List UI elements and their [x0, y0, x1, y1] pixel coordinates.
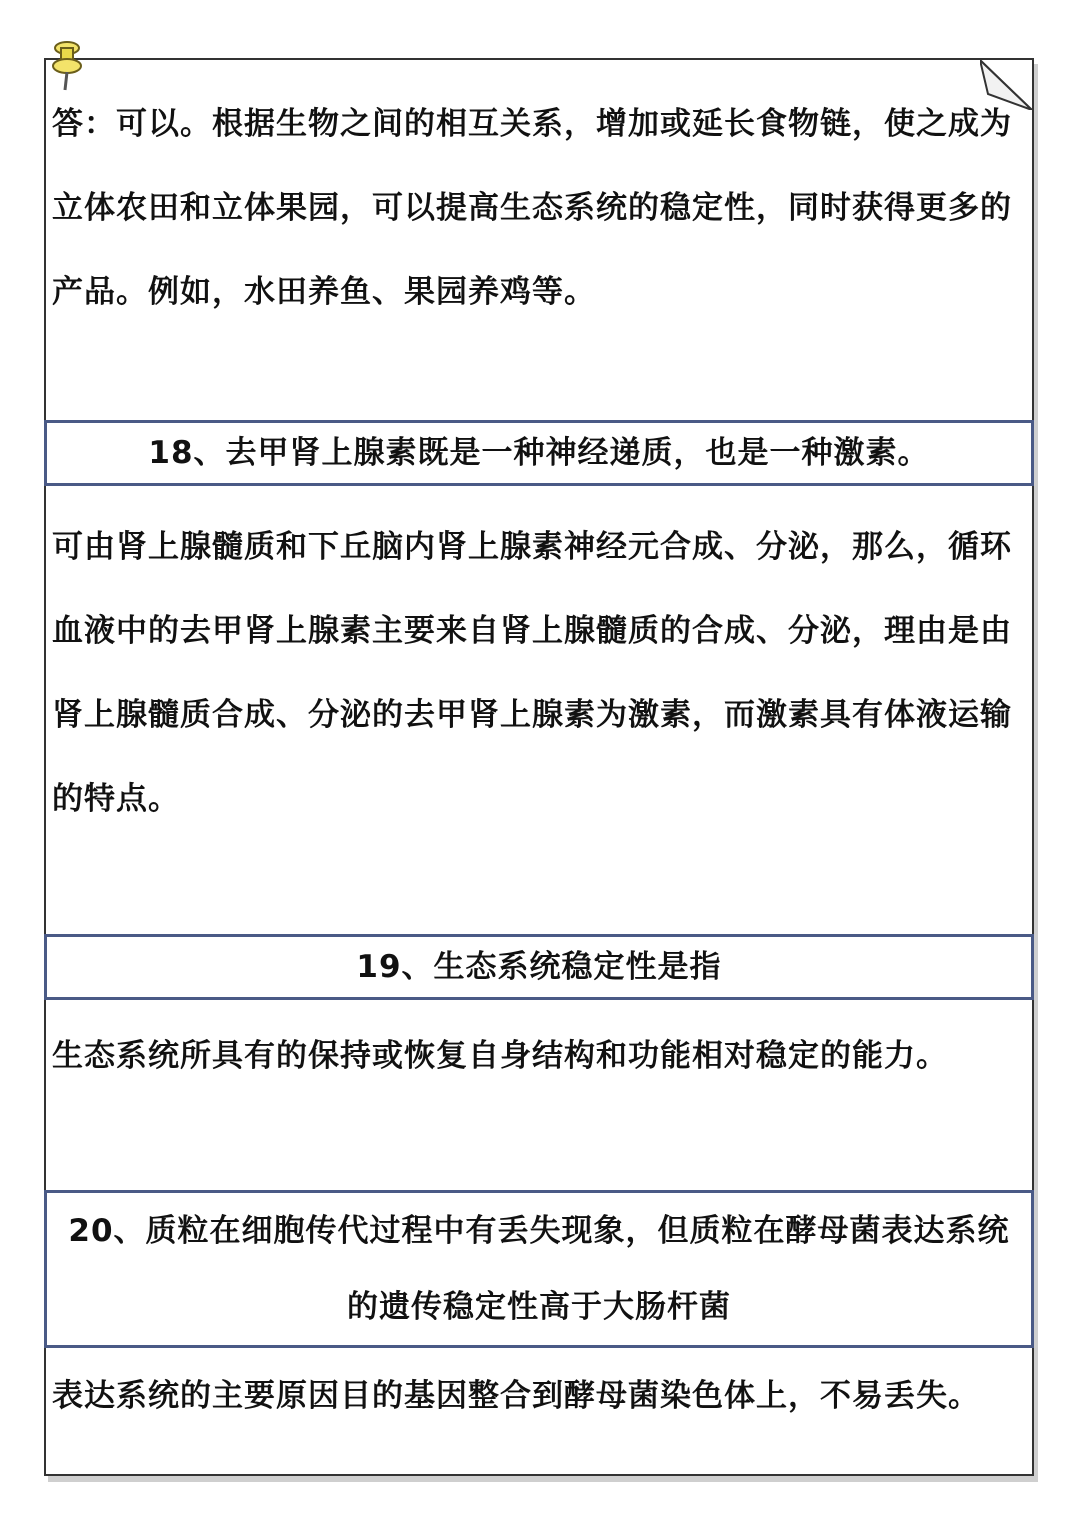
question-18-box — [44, 420, 1034, 486]
question-20-title: 20、质粒在细胞传代过程中有丢失现象，但质粒在酵母菌表达系统的遗传稳定性高于大肠杆菌 — [68, 1213, 1010, 1325]
question-18-title: 18、去甲肾上腺素既是一种神经递质，也是一种激素。 — [148, 435, 930, 471]
question-19-title: 19、生态系统稳定性是指 — [356, 949, 722, 985]
answer-20-text: 表达系统的主要原因目的基因整合到酵母菌染色体上，不易丢失。 — [52, 1378, 980, 1414]
question-19-box — [44, 934, 1034, 1000]
answer-18-text: 可由肾上腺髓质和下丘脑内肾上腺素神经元合成、分泌，那么，循环血液中的去甲肾上腺素主要来自肾上腺髓质的合成、分泌，理由是由肾上腺髓质合成、分泌的去甲肾上腺素为激素，而激素具有体液运输的特点。 — [52, 529, 1012, 817]
question-20-box — [44, 1190, 1034, 1348]
answer-17-text: 答：可以。根据生物之间的相互关系，增加或延长食物链，使之成为立体农田和立体果园，可以提高生态系统的稳定性，同时获得更多的产品。例如，水田养鱼、果园养鸡等。 — [52, 106, 1012, 310]
answer-19-text: 生态系统所具有的保持或恢复自身结构和功能相对稳定的能力。 — [52, 1038, 948, 1074]
